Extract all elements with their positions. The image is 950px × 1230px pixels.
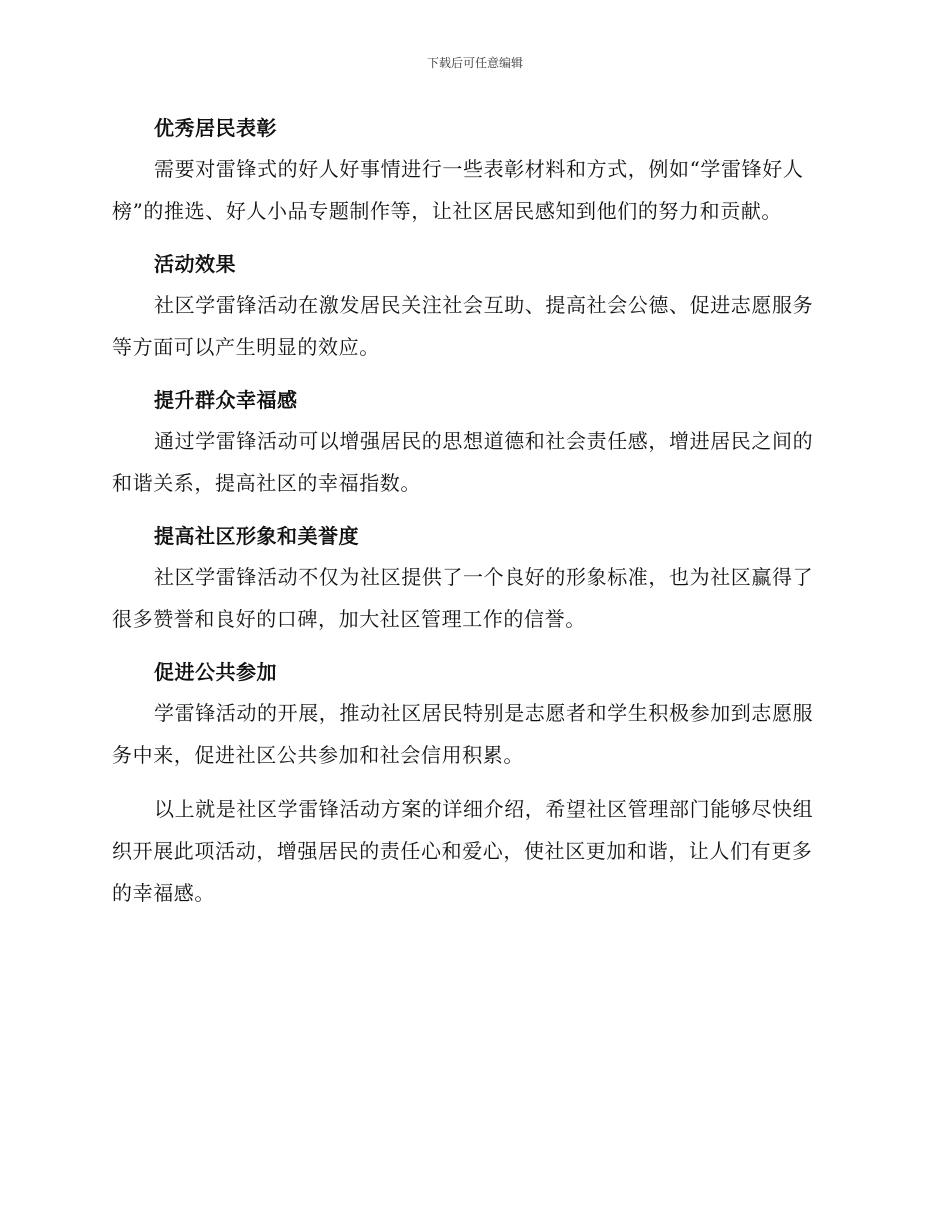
section-community-image [112, 516, 832, 640]
section-public-participation [112, 652, 832, 776]
header-note: 下载后可任意编辑 [426, 56, 523, 70]
section-paragraph: 学雷锋活动的开展，推动社区居民特别是志愿者和学生积极参加到志愿服务中来，促进社区公共参加和社会信用积累。 [112, 701, 814, 767]
section-heading: 提升群众幸福感 [154, 388, 298, 412]
section-paragraph: 社区学雷锋活动在激发居民关注社会互助、提高社会公德、促进志愿服务等方面可以产生明显的效应。 [112, 293, 814, 359]
section-activity-effect [112, 244, 832, 368]
section-heading: 优秀居民表彰 [154, 116, 277, 140]
section-heading: 提高社区形象和美誉度 [154, 524, 359, 548]
section-paragraph: 社区学雷锋活动不仅为社区提供了一个良好的形象标准，也为社区赢得了很多赞誉和良好的口碑，加大社区管理工作的信誉。 [112, 565, 814, 631]
section-heading: 促进公共参加 [154, 660, 277, 684]
section-heading: 活动效果 [154, 252, 236, 276]
document-body [112, 108, 832, 926]
section-happiness [112, 380, 832, 504]
section-paragraph: 通过学雷锋活动可以增强居民的思想道德和社会责任感，增进居民之间的和谐关系，提高社区的幸福指数。 [112, 429, 814, 495]
section-outstanding-residents [112, 108, 832, 232]
section-paragraph: 需要对雷锋式的好人好事情进行一些表彰材料和方式，例如“学雷锋好人榜”的推选、好人小品专题制作等，让社区居民感知到他们的努力和贡献。 [112, 157, 804, 223]
conclusion-paragraph: 以上就是社区学雷锋活动方案的详细介绍，希望社区管理部门能够尽快组织开展此项活动，增强居民的责任心和爱心，使社区更加和谐，让人们有更多的幸福感。 [112, 797, 814, 905]
